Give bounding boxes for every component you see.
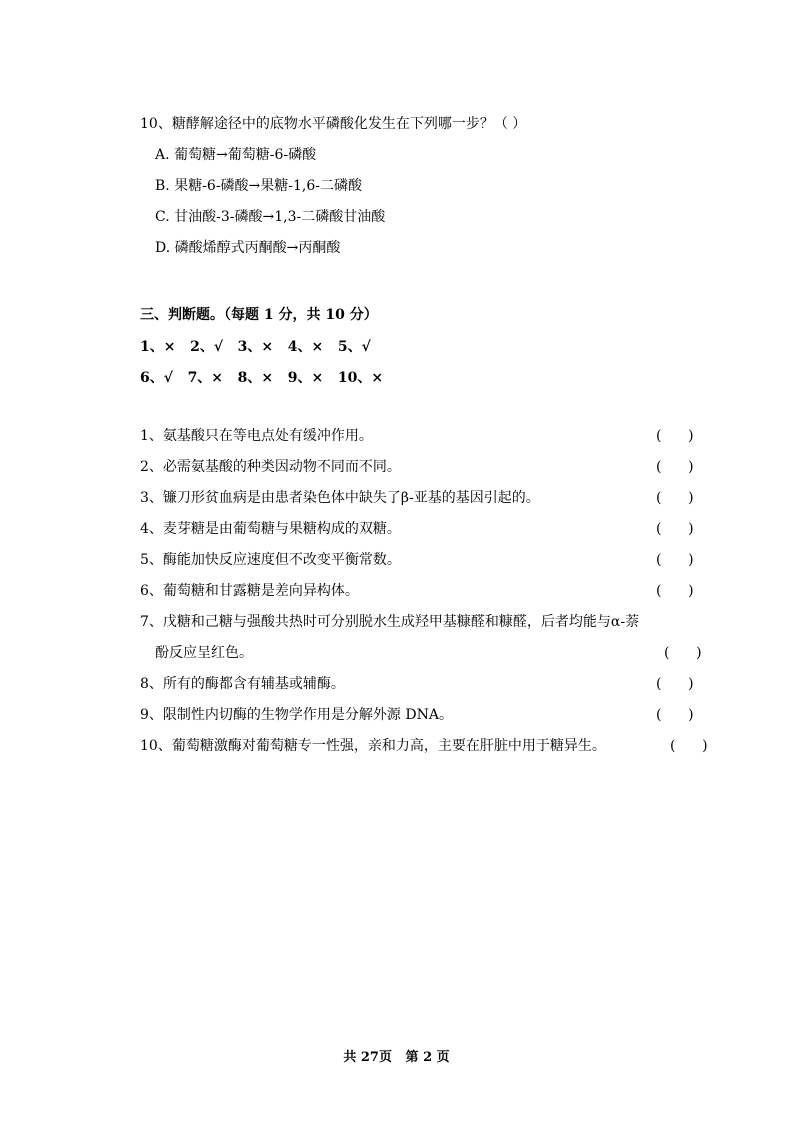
answer-paren-10: ( ) bbox=[670, 738, 708, 754]
tf-item-7: 7、戊糖和己糖与强酸共热时可分别脱水生成羟甲基糠醛和糠醛，后者均能与α-萘 bbox=[140, 614, 640, 630]
page-footer: 共 27页 第 2 页 bbox=[343, 1050, 450, 1065]
tf-item-4: 4、麦芽糖是由葡萄糖与果糖构成的双糖。 bbox=[140, 521, 401, 537]
question-10-option-b: B. 果糖-6-磷酸→果糖-1,6-二磷酸 bbox=[155, 178, 363, 194]
question-10-option-c: C. 甘油酸-3-磷酸→1,3-二磷酸甘油酸 bbox=[155, 209, 386, 225]
question-10-stem: 10、糖酵解途径中的底物水平磷酸化发生在下列哪一步？（ ） bbox=[140, 116, 527, 132]
answer-paren-2: ( ) bbox=[656, 459, 694, 475]
tf-item-7-continued: 酚反应呈红色。 bbox=[155, 645, 253, 661]
answer-paren-6: ( ) bbox=[656, 583, 694, 599]
tf-item-5: 5、酶能加快反应速度但不改变平衡常数。 bbox=[140, 552, 401, 568]
tf-item-3: 3、镰刀形贫血病是由患者染色体中缺失了β-亚基的基因引起的。 bbox=[140, 490, 540, 506]
answer-paren-5: ( ) bbox=[656, 552, 694, 568]
answer-paren-9: ( ) bbox=[656, 707, 694, 723]
tf-item-9: 9、限制性内切酶的生物学作用是分解外源 DNA。 bbox=[140, 707, 453, 723]
answer-paren-8: ( ) bbox=[656, 676, 694, 692]
answer-paren-1: ( ) bbox=[656, 428, 694, 444]
question-10-option-a: A. 葡萄糖→葡萄糖-6-磷酸 bbox=[155, 147, 317, 163]
tf-item-1: 1、氨基酸只在等电点处有缓冲作用。 bbox=[140, 428, 373, 444]
answer-paren-7: ( ) bbox=[664, 645, 702, 661]
answers-row-2: 6、√ 7、× 8、× 9、× 10、× bbox=[140, 370, 384, 386]
tf-item-6: 6、葡萄糖和甘露糖是差向异构体。 bbox=[140, 583, 359, 599]
section-3-title: 三、判断题。（每题 1 分，共 10 分） bbox=[140, 307, 378, 323]
tf-item-2: 2、必需氨基酸的种类因动物不同而不同。 bbox=[140, 459, 401, 475]
answer-paren-3: ( ) bbox=[656, 490, 694, 506]
question-10-option-d: D. 磷酸烯醇式丙酮酸→丙酮酸 bbox=[155, 240, 341, 256]
tf-item-8: 8、所有的酶都含有辅基或辅酶。 bbox=[140, 676, 345, 692]
answers-row-1: 1、× 2、√ 3、× 4、× 5、√ bbox=[140, 339, 371, 355]
tf-item-10: 10、葡萄糖激酶对葡萄糖专一性强，亲和力高，主要在肝脏中用于糖异生。 bbox=[140, 738, 606, 754]
answer-paren-4: ( ) bbox=[656, 521, 694, 537]
